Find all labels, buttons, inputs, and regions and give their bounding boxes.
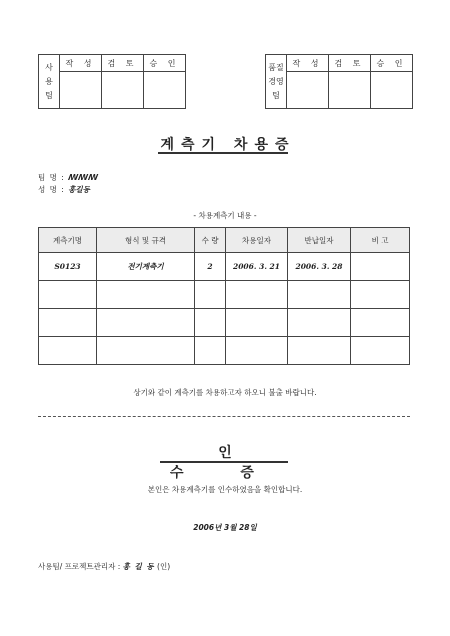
table-header-row (39, 228, 410, 253)
cell-qty[interactable]: 2 (195, 253, 226, 281)
col-header: 계측기명 (39, 228, 97, 253)
receipt-date: 2006년 3월 28일 (193, 523, 257, 532)
receipt-title: 인 수 증 (170, 445, 280, 481)
cell-spec[interactable] (97, 281, 195, 309)
col-header: 반납일자 (288, 228, 351, 253)
approval-box-user-team (38, 54, 186, 109)
approval-side-label: 품질 경영 팀 (266, 55, 287, 109)
approval-header-write: 작 성 (60, 55, 102, 72)
title-underline (158, 152, 288, 154)
cell-borrow-date[interactable] (226, 337, 288, 365)
receipt-title-underline (160, 461, 288, 463)
items-caption: - 차용계측기 내용 - (193, 211, 257, 220)
cell-return-date[interactable] (288, 281, 351, 309)
name-line: 성 명 : 홍길동 (38, 185, 90, 194)
cell-borrow-date[interactable] (226, 281, 288, 309)
cell-return-date[interactable] (288, 337, 351, 365)
signature-cell[interactable] (144, 72, 186, 109)
table-row (39, 253, 410, 281)
signature-cell[interactable] (60, 72, 102, 109)
borrowed-items-table (38, 227, 410, 365)
cell-remarks[interactable] (351, 253, 410, 281)
col-header: 차용일자 (226, 228, 288, 253)
signature-cell[interactable] (287, 72, 329, 109)
document-title: 계측기 차용증 (160, 137, 296, 153)
cell-return-date[interactable] (288, 309, 351, 337)
signature-cell[interactable] (371, 72, 413, 109)
request-text: 상기와 같이 계측기를 차용하고자 하오니 불출 바랍니다. (133, 388, 317, 397)
cell-item-name[interactable] (39, 337, 97, 365)
approval-header-write: 작 성 (287, 55, 329, 72)
cell-spec[interactable]: 전기계측기 (97, 253, 195, 281)
approval-side-label: 사 용 팀 (39, 55, 60, 109)
section-divider (38, 416, 410, 417)
approval-header-review: 검 토 (102, 55, 144, 72)
col-header: 비 고 (351, 228, 410, 253)
cell-spec[interactable] (97, 309, 195, 337)
cell-return-date[interactable]: 2006. 3. 28 (288, 253, 351, 281)
approval-header-approve: 승 인 (371, 55, 413, 72)
approval-box-quality-team (265, 54, 413, 109)
table-row (39, 281, 410, 309)
col-header: 수 량 (195, 228, 226, 253)
signature-cell[interactable] (102, 72, 144, 109)
approval-header-approve: 승 인 (144, 55, 186, 72)
name-value: 홍길동 (68, 185, 90, 194)
signature-cell[interactable] (329, 72, 371, 109)
cell-qty[interactable] (195, 309, 226, 337)
col-header: 형식 및 규격 (97, 228, 195, 253)
cell-borrow-date[interactable] (226, 309, 288, 337)
cell-qty[interactable] (195, 337, 226, 365)
cell-item-name[interactable] (39, 281, 97, 309)
cell-qty[interactable] (195, 281, 226, 309)
table-row (39, 309, 410, 337)
table-row (39, 337, 410, 365)
cell-remarks[interactable] (351, 281, 410, 309)
receipt-text: 본인은 차용계측기를 인수하였음을 확인합니다. (147, 485, 303, 494)
team-value: ꟿꟿꟿ (68, 173, 99, 182)
cell-remarks[interactable] (351, 337, 410, 365)
approval-header-review: 검 토 (329, 55, 371, 72)
cell-spec[interactable] (97, 337, 195, 365)
cell-borrow-date[interactable]: 2006. 3. 21 (226, 253, 288, 281)
cell-item-name[interactable]: S0123 (39, 253, 97, 281)
cell-remarks[interactable] (351, 309, 410, 337)
seal-mark[interactable]: (인) (157, 562, 171, 571)
signature-name: 홍 길 동 (122, 562, 155, 571)
team-line: 팀 명 : ꟿꟿꟿ (38, 173, 99, 182)
signature-line: 사용팀/ 프로젝트관리자 : 홍 길 동 (인) (38, 562, 171, 571)
cell-item-name[interactable] (39, 309, 97, 337)
